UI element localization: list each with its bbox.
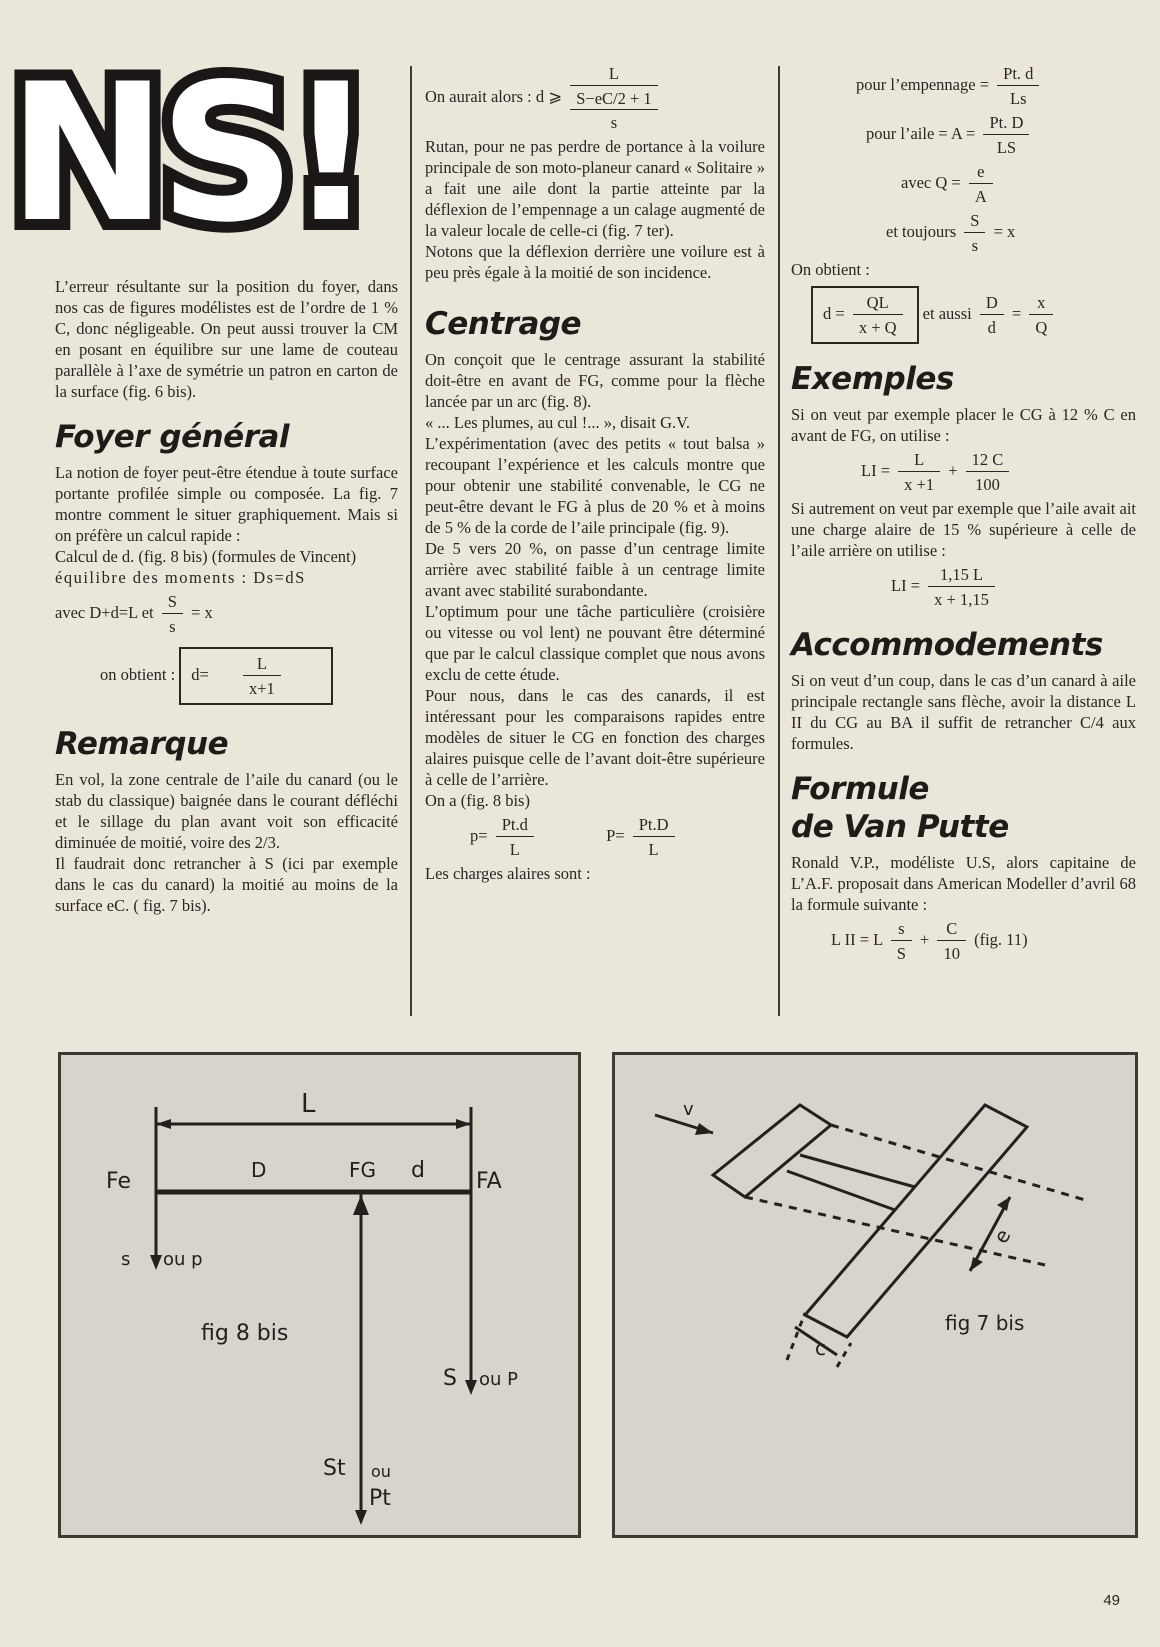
label-ou: ou	[371, 1462, 391, 1481]
label-Pt: Pt	[369, 1486, 391, 1511]
equation-d: on obtient : d= $\frac{L}{x+1}$	[55, 647, 398, 705]
figure-caption: fig 8 bis	[201, 1321, 289, 1346]
figure-caption: fig 7 bis	[945, 1311, 1025, 1335]
paragraph: On conçoit que le centrage assurant la stabilité doit-être en avant de FG, comme pour la flèche lancée par un arc (fig. 8).	[425, 350, 765, 411]
label-s: s	[121, 1249, 131, 1270]
heading-accommodements: Accommodements	[791, 627, 1103, 663]
paragraph: Rutan, pour ne pas perdre de portance à la voilure principale de son moto-planeur canard « Solitaire » a fait une aile dont la partie atteinte par la déflexion de l’empennage a un calage augmenté de la valeur locale de celle-ci (fig. 7 ter).	[425, 137, 765, 240]
label-St: St	[323, 1456, 346, 1481]
equation-li2: LI = $\frac{1,15 L}{x + 1,15}$	[791, 564, 1136, 610]
equation-d-result: d = $\frac{QL}{x + Q}$ et aussi $\frac{D}{d}$ = $\frac{x}{Q}$	[791, 286, 1136, 344]
paragraph: De 5 vers 20 %, on passe d’un centrage limite arrière avec stabilité faible à un centrage limite avant avec stabilité surabondante.	[425, 539, 765, 600]
equation-empennage: pour l’empennage = $\frac{Pt. d}{Ls}$	[791, 63, 1136, 109]
title-fragment	[0, 44, 398, 264]
column-1	[55, 276, 398, 916]
column-rule	[778, 66, 780, 1016]
equation-lii: L II = L $\frac{s}{S}$ + $\frac{C}{10}$ (fig. 11)	[831, 919, 1028, 963]
label-e: e	[988, 1224, 1016, 1248]
label-FG: FG	[349, 1158, 377, 1182]
label-d: d	[411, 1158, 425, 1183]
equation-aile: pour l’aile = A = $\frac{Pt. D}{LS}$	[791, 112, 1136, 158]
label-oup: ou p	[163, 1249, 203, 1270]
equation-aurait: On aurait alors : d ⩾ L S−eC/2 + 1 s	[425, 63, 765, 133]
front-wing	[713, 1105, 831, 1197]
column-rule	[410, 66, 412, 1016]
title-letters: NS!	[8, 44, 367, 264]
paragraph: équilibre des moments : Ds=dS	[55, 568, 306, 587]
heading-exemples: Exemples	[791, 361, 954, 397]
heading-formule: Formule	[791, 771, 929, 807]
heading-remarque: Remarque	[55, 726, 229, 762]
label-S: S	[443, 1366, 457, 1391]
paragraph: L’optimum pour une tâche particulière (croisière ou vitesse ou vol lent) ne pouvant être déterminé que par le calcul classique complet que nous avons exclu de cette étude.	[425, 602, 765, 684]
paragraph: Si autrement on veut par exemple que l’aile avait ait une charge alaire de 15 % supérieure à celle de l’aile arrière on utilise :	[791, 499, 1136, 560]
paragraph: Il faudrait donc retrancher à S (ici par exemple dans le cas du canard) la moitié au moins de la surface eC. ( fig. 7 bis).	[55, 854, 398, 915]
equation-q: avec Q = $\frac{e}{A}$	[791, 161, 1136, 207]
paragraph: Si on veut d’un coup, dans le cas d’un canard à aile principale rectangle sans flèche, avoir la distance L II du CG au BA il suffit de retrancher C/4 aux formules.	[791, 671, 1136, 753]
label-ouP: ou P	[479, 1369, 518, 1390]
paragraph: La notion de foyer peut-être étendue à toute surface portante profilée simple ou composée. La fig. 7 montre comment le situer graphiquement. Mais si on préfère un calcul rapide :	[55, 463, 398, 545]
paragraph: On obtient :	[791, 260, 870, 279]
fraction: $\frac{S}{s}$	[162, 591, 183, 637]
label-c: c	[815, 1336, 826, 1360]
equation-charges: p= $\frac{Pt.d}{L}$ P= $\frac{Pt.D}{L}$	[425, 814, 765, 860]
paragraph: « ... Les plumes, au cul !... », disait G.V.	[425, 413, 691, 432]
paragraph: En vol, la zone centrale de l’aile du canard (ou le stab du classique) baignée dans le courant défléchi et le sillage du plan avant voit son efficacité diminuée de moitié, voire des 2/3.	[55, 770, 398, 852]
paragraph: L’expérimentation (avec des petits « tout balsa » recoupant l’expérience et les calculs montre que pour obtenir une stabilité convenable, le CG ne peut-être devant le FG à plus de 20 % et à moins de 5 % de la corde de l’aile principale (fig. 9).	[425, 434, 765, 537]
label-v: v	[683, 1099, 694, 1120]
label-Fe: Fe	[106, 1169, 131, 1194]
heading-foyer-general: Foyer général	[55, 419, 290, 455]
paragraph: On a (fig. 8 bis)	[425, 791, 530, 810]
column-3	[791, 60, 1136, 967]
figure-7-bis	[612, 1052, 1138, 1538]
paragraph: Calcul de d. (fig. 8 bis) (formules de Vincent)	[55, 547, 357, 566]
page-number: 49	[1103, 1592, 1120, 1609]
label-D: D	[251, 1158, 267, 1182]
paragraph: L’erreur résultante sur la position du foyer, dans nos cas de figures modélistes est de l’ordre de 1 % C, donc négligeable. On peut aussi trouver la CM en posant en équilibre sur une lame de couteau parallèle à l’axe de symétrie un patron en carton de la surface (fig. 6 bis).	[55, 277, 398, 401]
main-wing	[805, 1105, 1027, 1337]
equation-avec: avec D+d=L et $\frac{S}{s}$ = x	[55, 592, 213, 636]
label-FA: FA	[476, 1169, 502, 1194]
heading-centrage: Centrage	[425, 306, 582, 342]
paragraph: Ronald V.P., modéliste U.S, alors capitaine de L’A.F. proposait dans American Modeller d’avril 68 la formule suivante :	[791, 853, 1136, 914]
figure-8-bis	[58, 1052, 581, 1538]
boxed-formula: d = $\frac{QL}{x + Q}$	[811, 286, 919, 344]
paragraph: Les charges alaires sont :	[425, 864, 591, 883]
label-L: L	[301, 1089, 316, 1119]
boxed-formula: d= $\frac{L}{x+1}$	[179, 647, 333, 705]
equation-toujours: et toujours $\frac{S}{s}$ = x	[886, 211, 1016, 255]
column-2	[425, 60, 765, 884]
paragraph: Pour nous, dans le cas des canards, il est intéressant pour les comparaisons rapides entre modèles de situer le CG en fonction des charges alaires puisque celle de l’avant doit-être supérieure à celle de l’arrière.	[425, 686, 765, 789]
paragraph: Si on veut par exemple placer le CG à 12 % C en avant de FG, on utilise :	[791, 405, 1136, 445]
heading-van-putte: de Van Putte	[791, 809, 1009, 845]
equation-li: LI = $\frac{L}{x +1}$ + $\frac{12 C}{100}$	[791, 449, 1136, 495]
paragraph: Notons que la déflexion derrière une voilure est à peu près égale à la moitié de son incidence.	[425, 242, 765, 282]
